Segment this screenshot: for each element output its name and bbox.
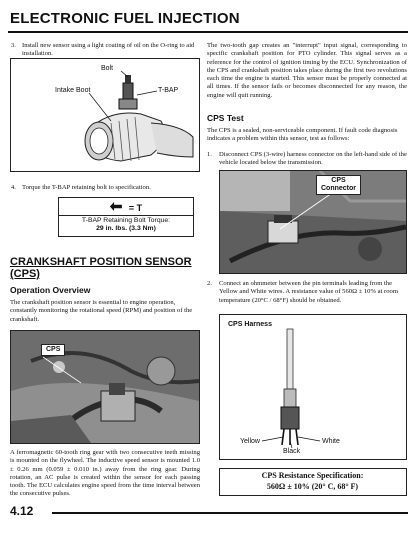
torque-symbol: = T	[128, 203, 143, 213]
bolt-label: Bolt	[101, 65, 114, 72]
cps-resistance-spec-box	[219, 468, 407, 496]
section-title-line-1: CRANKSHAFT POSITION SENSOR	[10, 256, 192, 268]
interrupt-paragraph: The two-tooth gap creates an "interrupt" input signal, corresponding to specific crankshaft position for PTO cylinder. This signal serves as a reference for the control of ignition timing by the ECU. Synchronization of the CPS and crankshaft position takes place during the first two revolutions each time the engine is started. This sensor must be properly connected at all times. If the sensor fails or becomes disconnected for any reason, the engine will quit running.	[207, 42, 407, 99]
white-wire-label: White	[322, 438, 340, 445]
overview-paragraph: The crankshaft position sensor is essential to engine operation, constantly monitoring the rotational speed (RPM) and position of the crankshaft.	[10, 299, 193, 323]
section-title-line-2: (CPS)	[10, 268, 40, 280]
cps-connector-callout	[316, 175, 361, 195]
cps-connector-label-line-2: Connector	[321, 185, 356, 192]
step-2-text: Connect an ohmmeter between the pin terminals leading from the Yellow and White wires. A resistance value of 560Ω ± 10% at room temperature (20°C / 68°F) should be obtained.	[219, 280, 398, 304]
wrench-icon	[110, 202, 122, 211]
tbap-label: T-BAP	[158, 87, 179, 94]
torque-spec-title: T-BAP Retaining Bolt Torque:	[81, 217, 171, 224]
cps-connector-photo	[219, 170, 407, 274]
page-number: 4.12	[10, 504, 34, 518]
spec-line-2: 560Ω ± 10% (20° C, 68° F)	[266, 482, 359, 491]
tbap-illustration	[11, 59, 199, 171]
yellow-wire-label: Yellow	[240, 438, 260, 445]
subheading-operation-overview: Operation Overview	[10, 285, 91, 295]
step-4-number: 4.	[11, 184, 16, 191]
ring-gear-paragraph: A ferromagnetic 60-tooth ring gear with two consecutive teeth missing is mounted on the flywheel. The inductive speed sensor is mounted 1.0 ± 0.26 mm (0.059 ± 0.010 in.) away from the ring gear. During rotation, an AC pulse is created within the sensor for each passing tooth. The ECU calculates engine speed from the time interval between the consecutive pulses.	[10, 449, 200, 498]
cps-connector-label-line-1: CPS	[331, 177, 346, 184]
cps-connector-illustration	[220, 171, 406, 273]
page-header-title: ELECTRONIC FUEL INJECTION	[10, 10, 240, 27]
step-3-number: 3.	[11, 42, 16, 49]
step-4-text: Torque the T-BAP retaining bolt to specification.	[22, 184, 151, 191]
header-rule	[8, 31, 408, 33]
section-title	[10, 256, 192, 280]
black-wire-label: Black	[283, 448, 301, 455]
torque-symbol-row	[59, 198, 193, 216]
intake-boot-label: Intake Boot	[55, 87, 91, 94]
cps-photo-illustration	[11, 331, 199, 443]
step-3-text: Install new sensor using a light coating of oil on the O-ring to aid installation.	[22, 42, 195, 58]
cps-test-heading: CPS Test	[207, 113, 244, 123]
tbap-figure	[10, 58, 200, 172]
spec-line-1: CPS Resistance Specification:	[261, 471, 364, 480]
step-1-text: Disconnect CPS (3-wire) harness connector on the left-hand side of the vehicle located below the transmission.	[219, 151, 407, 167]
cps-harness-figure	[219, 314, 407, 460]
cps-callout-label: CPS	[41, 344, 65, 356]
cps-photo	[10, 330, 200, 444]
cps-harness-title: CPS Harness	[228, 321, 272, 328]
torque-spec-box	[58, 197, 194, 237]
step-1-number: 1.	[207, 151, 212, 158]
footer-rule	[52, 512, 408, 514]
torque-spec-value: 29 in. lbs. (3.3 Nm)	[96, 225, 156, 232]
step-2-number: 2.	[207, 280, 212, 287]
cps-test-paragraph: The CPS is a sealed, non-serviceable component. If fault code diagnosis indicates a problem within this sensor, test as follows:	[207, 127, 398, 143]
